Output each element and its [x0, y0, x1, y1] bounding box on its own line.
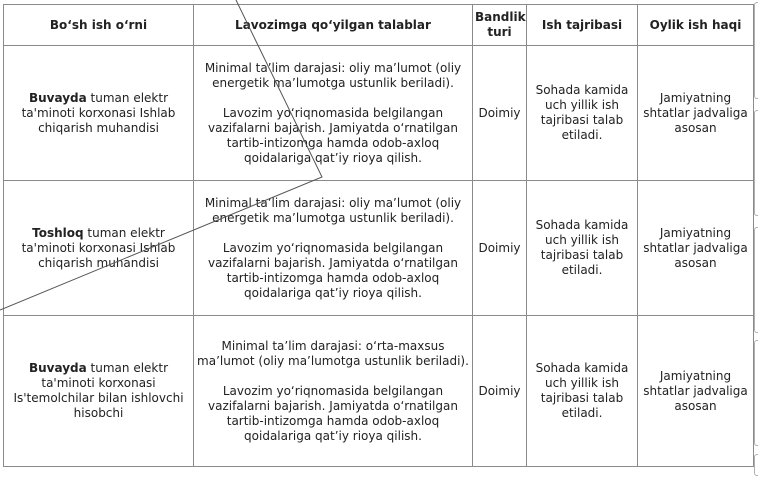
table-row	[4, 181, 754, 316]
experience-cell: Sohada kamida uch yillik ish tajribasi talab etiladi.	[527, 181, 638, 316]
vacancy-cell	[4, 181, 194, 316]
duties-requirement: Lavozim yo‘riqnomasida belgilangan vazifalarni bajarish. Jamiyatda o‘rnatilgan tartib-intizomga hamda odob-axloq qoidalariga qat’iy rioya qilish.	[208, 240, 458, 300]
header-experience: Ish tajribasi	[527, 5, 638, 46]
edge-fragment	[754, 2, 758, 99]
header-vacancy: Bo‘sh ish o‘rni	[4, 5, 194, 46]
salary-cell: Jamiyatning shtatlar jadvaliga asosan	[638, 181, 754, 316]
vacancy-cell	[4, 46, 194, 181]
requirements-cell	[194, 316, 473, 467]
edge-fragment	[754, 340, 758, 446]
employment-type-cell: Doimiy	[473, 316, 527, 467]
employment-type-cell: Doimiy	[473, 46, 527, 181]
table-header-row	[4, 5, 754, 46]
district-name: Buvayda	[28, 361, 87, 375]
vacancy-title: tuman elektr ta'minoti korxonasi Ishlab chiqarish muhandisi	[21, 225, 176, 270]
header-salary: Oylik ish haqi	[638, 5, 754, 46]
education-requirement: Minimal ta’lim darajasi: oliy ma’lumot (oliy energetik ma’lumotga ustunlik beriladi).	[204, 60, 462, 90]
vacancies-table	[3, 4, 754, 467]
employment-type-cell: Doimiy	[473, 181, 527, 316]
experience-cell: Sohada kamida uch yillik ish tajribasi talab etiladi.	[527, 316, 638, 467]
requirements-cell	[194, 46, 473, 181]
table-row	[4, 316, 754, 467]
district-name: Buvayda	[28, 90, 87, 105]
salary-cell: Jamiyatning shtatlar jadvaliga asosan	[638, 46, 754, 181]
edge-fragment	[754, 454, 758, 476]
education-requirement: Minimal ta’lim darajasi: oliy ma’lumot (oliy energetik ma’lumotga ustunlik beriladi).	[204, 195, 462, 225]
vacancy-title: tuman elektr ta'minoti korxonasi Ishlab chiqarish muhandisi	[21, 90, 176, 135]
duties-requirement: Lavozim yo‘riqnomasida belgilangan vazifalarni bajarish. Jamiyatda o‘rnatilgan tartib-intizomga hamda odob-axloq qoidalariga qat’iy rioya qilish.	[208, 105, 458, 165]
district-name: Toshloq	[32, 225, 84, 240]
salary-cell: Jamiyatning shtatlar jadvaliga asosan	[638, 316, 754, 467]
edge-fragment	[754, 110, 758, 216]
vacancy-title: tuman elektr ta'minoti korxonasi Is'temolchilar bilan ishlovchi hisobchi	[13, 361, 184, 420]
edge-fragment	[754, 227, 758, 333]
education-requirement: Minimal ta’lim darajasi: o‘rta-maxsus ma’lumot (oliy ma’lumotga ustunlik beriladi).	[197, 338, 469, 368]
experience-cell: Sohada kamida uch yillik ish tajribasi talab etiladi.	[527, 46, 638, 181]
header-employment-type: Bandlik turi	[473, 5, 527, 46]
header-requirements: Lavozimga qo‘yilgan talablar	[194, 5, 473, 46]
table-row	[4, 46, 754, 181]
requirements-cell	[194, 181, 473, 316]
vacancy-cell	[4, 316, 194, 467]
duties-requirement: Lavozim yo‘riqnomasida belgilangan vazifalarni bajarish. Jamiyatda o‘rnatilgan tartib-intizomga hamda odob-axloq qoidalariga qat’iy rioya qilish.	[208, 383, 458, 443]
